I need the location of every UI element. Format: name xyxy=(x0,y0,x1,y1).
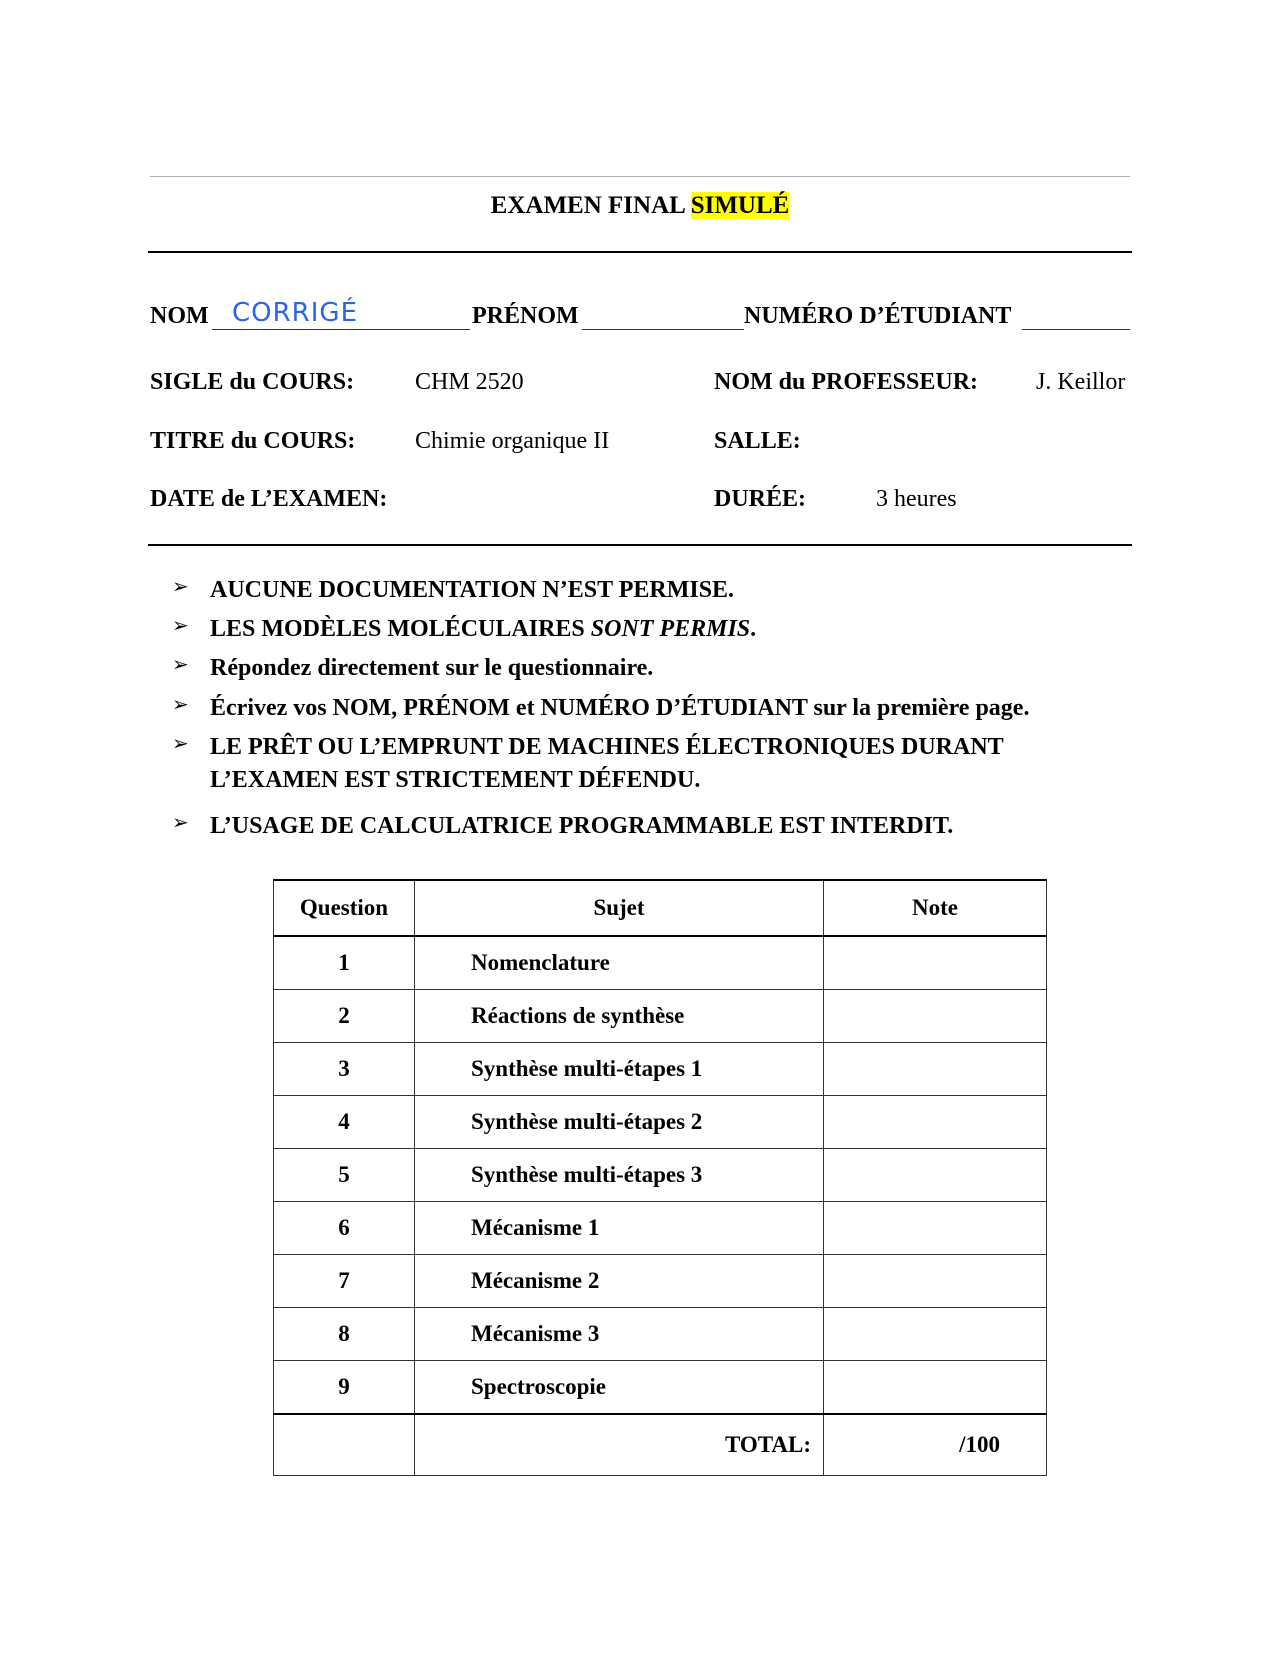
note-cell[interactable] xyxy=(824,1255,1047,1308)
prof-value: J. Keillor xyxy=(1036,369,1126,395)
question-number: 7 xyxy=(274,1255,415,1308)
table-row xyxy=(274,1361,1047,1415)
question-subject: Synthèse multi-étapes 3 xyxy=(415,1149,824,1202)
numero-field[interactable] xyxy=(1022,303,1130,330)
question-subject: Mécanisme 1 xyxy=(415,1202,824,1255)
note-cell[interactable] xyxy=(824,1096,1047,1149)
titre-value: Chimie organique II xyxy=(415,428,610,454)
note-cell[interactable] xyxy=(824,1361,1047,1415)
arrow-bullet-icon: ➢ xyxy=(172,574,189,598)
titre-label: TITRE du COURS: xyxy=(150,428,356,454)
prenom-label: PRÉNOM xyxy=(472,303,579,329)
table-row xyxy=(274,1149,1047,1202)
page-title xyxy=(0,192,1280,220)
question-subject: Nomenclature xyxy=(415,936,824,990)
question-number: 6 xyxy=(274,1202,415,1255)
info-divider xyxy=(148,544,1132,546)
student-identity-line xyxy=(150,296,1130,336)
duree-value: 3 heures xyxy=(876,486,957,512)
table-row xyxy=(274,1255,1047,1308)
prenom-field[interactable] xyxy=(582,303,744,330)
arrow-bullet-icon: ➢ xyxy=(172,652,189,676)
table-row xyxy=(274,936,1047,990)
question-subject: Spectroscopie xyxy=(415,1361,824,1415)
question-number: 8 xyxy=(274,1308,415,1361)
question-subject: Synthèse multi-étapes 1 xyxy=(415,1043,824,1096)
question-number: 4 xyxy=(274,1096,415,1149)
instruction-text: AUCUNE DOCUMENTATION N’EST PERMISE. xyxy=(210,577,735,603)
arrow-bullet-icon: ➢ xyxy=(172,731,189,755)
question-number: 1 xyxy=(274,936,415,990)
table-row xyxy=(274,1308,1047,1361)
table-row xyxy=(274,1202,1047,1255)
table-header-row xyxy=(274,880,1047,936)
table-row xyxy=(274,1096,1047,1149)
arrow-bullet-icon: ➢ xyxy=(172,810,189,834)
note-cell[interactable] xyxy=(824,1043,1047,1096)
instruction-text: Écrivez vos NOM, PRÉNOM et NUMÉRO D’ÉTUDIANT sur la première page. xyxy=(210,695,1030,721)
note-cell[interactable] xyxy=(824,990,1047,1043)
instruction-text: LES MODÈLES MOLÉCULAIRES SONT PERMIS. xyxy=(210,616,757,642)
question-subject: Réactions de synthèse xyxy=(415,990,824,1043)
title-highlight: SIMULÉ xyxy=(690,192,790,219)
total-empty-cell xyxy=(274,1414,415,1476)
column-header-note: Note xyxy=(824,880,1047,936)
question-subject: Mécanisme 2 xyxy=(415,1255,824,1308)
total-value[interactable]: /100 xyxy=(824,1414,1047,1476)
note-cell[interactable] xyxy=(824,936,1047,990)
note-cell[interactable] xyxy=(824,1308,1047,1361)
question-number: 5 xyxy=(274,1149,415,1202)
question-subject: Mécanisme 3 xyxy=(415,1308,824,1361)
numero-label: NUMÉRO D’ÉTUDIANT xyxy=(744,303,1012,329)
question-subject: Synthèse multi-étapes 2 xyxy=(415,1096,824,1149)
total-label: TOTAL: xyxy=(415,1414,824,1476)
column-header-sujet: Sujet xyxy=(415,880,824,936)
instruction-text: L’USAGE DE CALCULATRICE PROGRAMMABLE EST INTERDIT. xyxy=(210,813,954,839)
question-number: 9 xyxy=(274,1361,415,1415)
instruction-text: Répondez directement sur le questionnaire. xyxy=(210,655,654,681)
title-main: EXAMEN FINAL xyxy=(490,192,685,219)
duree-label: DURÉE: xyxy=(714,486,807,512)
note-cell[interactable] xyxy=(824,1149,1047,1202)
total-row xyxy=(274,1414,1047,1476)
table-row xyxy=(274,1043,1047,1096)
note-cell[interactable] xyxy=(824,1202,1047,1255)
arrow-bullet-icon: ➢ xyxy=(172,613,189,637)
prof-label: NOM du PROFESSEUR: xyxy=(714,369,979,395)
grades-table xyxy=(273,879,1047,1476)
nom-label: NOM xyxy=(150,303,209,329)
question-number: 2 xyxy=(274,990,415,1043)
column-header-question: Question xyxy=(274,880,415,936)
top-divider xyxy=(150,176,1130,177)
question-number: 3 xyxy=(274,1043,415,1096)
header-divider xyxy=(148,251,1132,253)
nom-value: CORRIGÉ xyxy=(232,298,358,328)
sigle-value: CHM 2520 xyxy=(415,369,524,395)
salle-label: SALLE: xyxy=(714,428,801,454)
sigle-label: SIGLE du COURS: xyxy=(150,369,355,395)
table-row xyxy=(274,990,1047,1043)
instruction-text: LE PRÊT OU L’EMPRUNT DE MACHINES ÉLECTRONIQUES DURANT L’EXAMEN EST STRICTEMENT DÉFENDU. xyxy=(210,734,1004,793)
date-label: DATE de L’EXAMEN: xyxy=(150,486,388,512)
arrow-bullet-icon: ➢ xyxy=(172,692,189,716)
